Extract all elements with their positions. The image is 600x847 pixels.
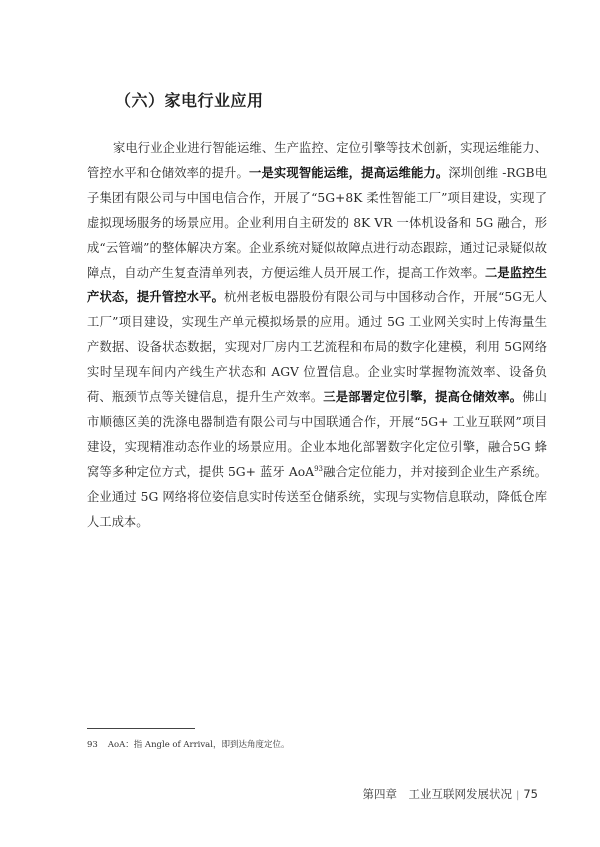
footer-separator: | xyxy=(515,790,520,801)
page-number: 75 xyxy=(523,787,538,801)
text-run: 佛山市顺德区美的洗涤电器制造有限公司与中国联通合作，开展“5G+ 工业互联网”项目建设，实现精准动态作业的场景应用。企业本地化部署数字化定位引擎，融合5G 蜂窝等多种定位方式，提供 5G+ 蓝牙 AoA xyxy=(87,390,547,479)
bold-point-3: 三是部署定位引擎，提高仓储效率。 xyxy=(323,389,523,405)
footnote-number: 93 xyxy=(87,740,98,750)
chapter-title: 第四章 工业互联网发展状况 xyxy=(362,787,512,801)
bold-point-2: 二是监控生产状态，提升管控水平。 xyxy=(87,264,547,305)
footnote-marker[interactable]: 93 xyxy=(314,464,323,473)
footnote-divider xyxy=(87,728,195,729)
footnote xyxy=(87,738,289,750)
body-paragraph xyxy=(87,136,547,535)
section-heading: （六）家电行业应用 xyxy=(115,91,264,110)
text-run: 融合定位能力，并对接到企业生产系统。企业通过 5G 网络将位姿信息实时传送至仓储系统，实现与实物信息联动，降低仓库人工成本。 xyxy=(87,464,547,529)
text-run: 深圳创维 -RGB电子集团有限公司与中国电信合作，开展了“5G+8K 柔性智能工厂”项目建设，实现了虚拟现场服务的场景应用。企业利用自主研发的 8K VR 一体机设备和 5G 融合，形成“云管端”的整体解决方案。企业系统对疑似故障点进行动态跟踪，通过记录疑似故障点，自动产生复查清单列表，方便运维人员开展工作，提高工作效率。 xyxy=(87,165,547,280)
paragraph-text xyxy=(87,136,547,535)
footnote-text: AoA：指 Angle of Arrival，即到达角度定位。 xyxy=(107,740,290,750)
page-footer xyxy=(362,786,538,802)
text-run: 家电行业企业进行智能运维、生产监控、定位引擎等技术创新，实现运维能力、管控水平和仓储效率的提升。 xyxy=(87,141,547,180)
bold-point-1: 一是实现智能运维，提高运维能力。 xyxy=(248,164,449,180)
text-run: 杭州老板电器股份有限公司与中国移动合作，开展“5G无人工厂”项目建设，实现生产单元模拟场景的应用。通过 5G 工业网关实时上传海量生产数据、设备状态数据，实现对厂房内工艺流程和布局的数字化建模，利用 5G网络实时呈现车间内产线生产状态和 AGV 位置信息。企业实时掌握物流效率、设备负荷、瓶颈节点等关键信息，提升生产效率。 xyxy=(87,290,547,405)
